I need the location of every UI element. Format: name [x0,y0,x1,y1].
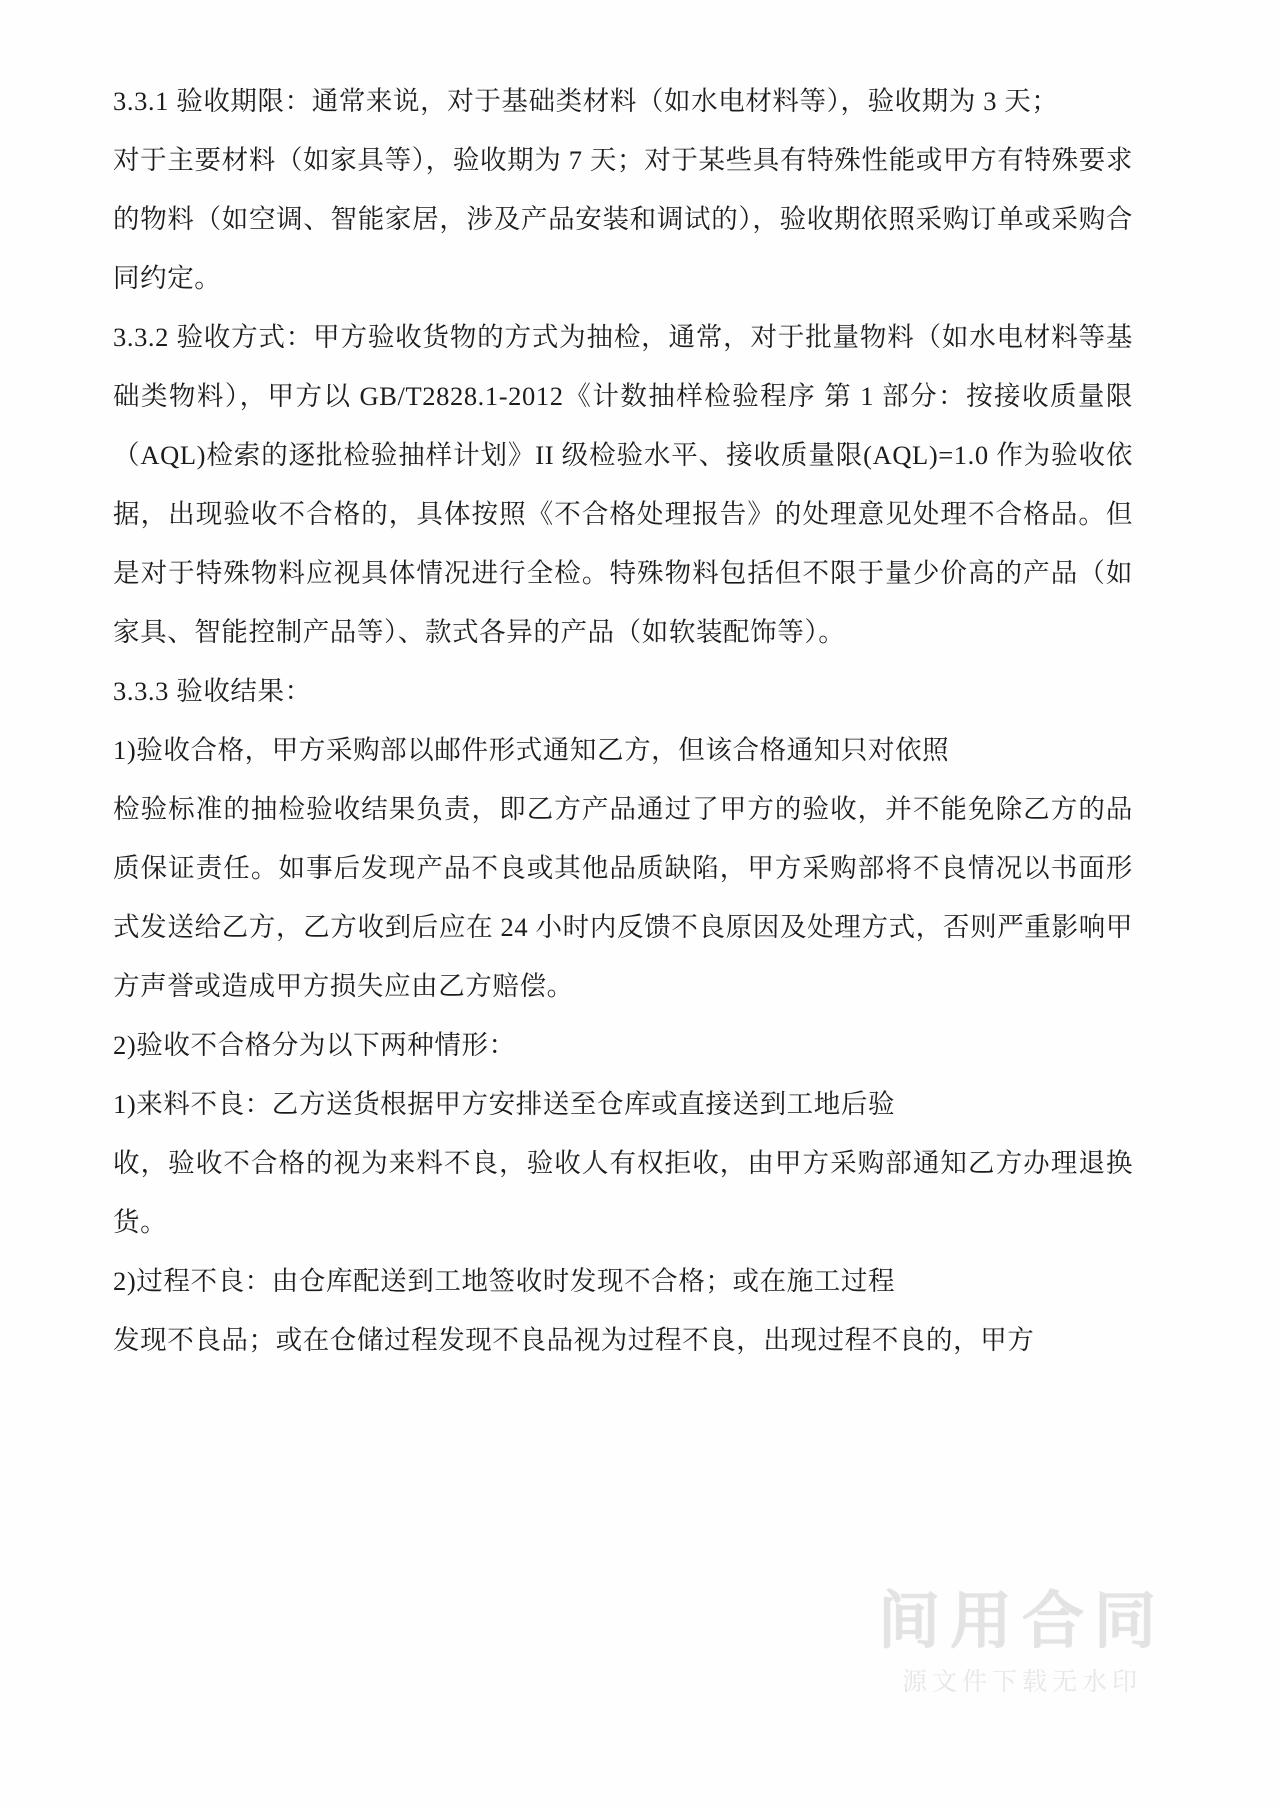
paragraph-item-1-accepted-continued: 检验标准的抽检验收结果负责，即乙方产品通过了甲方的验收，并不能免除乙方的品质保证责任。如事后发现产品不良或其他品质缺陷，甲方采购部将不良情况以书面形式发送给乙方，乙方收到后应在 24 小时内反馈不良原因及处理方式，否则严重影响甲方声誉或造成甲方损失应由乙方赔偿。 [113,794,1133,1001]
paragraph-sub-2-process-defect-continued: 发现不良品；或在仓储过程发现不良品视为过程不良，出现过程不良的，甲方 [113,1325,1035,1355]
paragraph-3-3-3-title: 3.3.3 验收结果： [113,676,312,706]
paragraph-sub-1-incoming-defect-continued: 收，验收不合格的视为来料不良，验收人有权拒收，由甲方采购部通知乙方办理退换货。 [113,1148,1133,1237]
watermark-main-text: 间用合同 [877,1586,1166,1656]
document-body [113,72,1133,1370]
paragraph-3-3-1-line1: 3.3.1 验收期限：通常来说，对于基础类材料（如水电材料等），验收期为 3 天； [113,86,1059,116]
paragraph-sub-2-process-defect: 2)过程不良：由仓库配送到工地签收时发现不合格；或在施工过程 [113,1266,896,1296]
paragraph-3-3-2: 3.3.2 验收方式：甲方验收货物的方式为抽检，通常，对于批量物料（如水电材料等基础类物料），甲方以 GB/T2828.1-2012《计数抽样检验程序 第 1 部分：按接收质量限（AQL)检索的逐批检验抽样计划》II 级检验水平、接收质量限(AQL)=1.0 作为验收依据，出现验收不合格的，具体按照《不合格处理报告》的处理意见处理不合格品。但是对于特殊物料应视具体情况进行全检。特殊物料包括但不限于量少价高的产品（如家具、智能控制产品等）、款式各异的产品（如软装配饰等）。 [113,322,1133,647]
paragraph-item-2-rejected-title: 2)验收不合格分为以下两种情形： [113,1030,516,1060]
watermark-sub-text: 源文件下载无水印 [901,1668,1142,1696]
paragraph-item-1-accepted: 1)验收合格，甲方采购部以邮件形式通知乙方，但该合格通知只对依照 [113,735,950,765]
paragraph-3-3-1-body: 对于主要材料（如家具等），验收期为 7 天；对于某些具有特殊性能或甲方有特殊要求的物料（如空调、智能家居，涉及产品安装和调试的），验收期依照采购订单或采购合同约定。 [113,145,1133,293]
watermark [812,1586,1232,1698]
paragraph-sub-1-incoming-defect: 1)来料不良：乙方送货根据甲方安排送至仓库或直接送到工地后验 [113,1089,896,1119]
